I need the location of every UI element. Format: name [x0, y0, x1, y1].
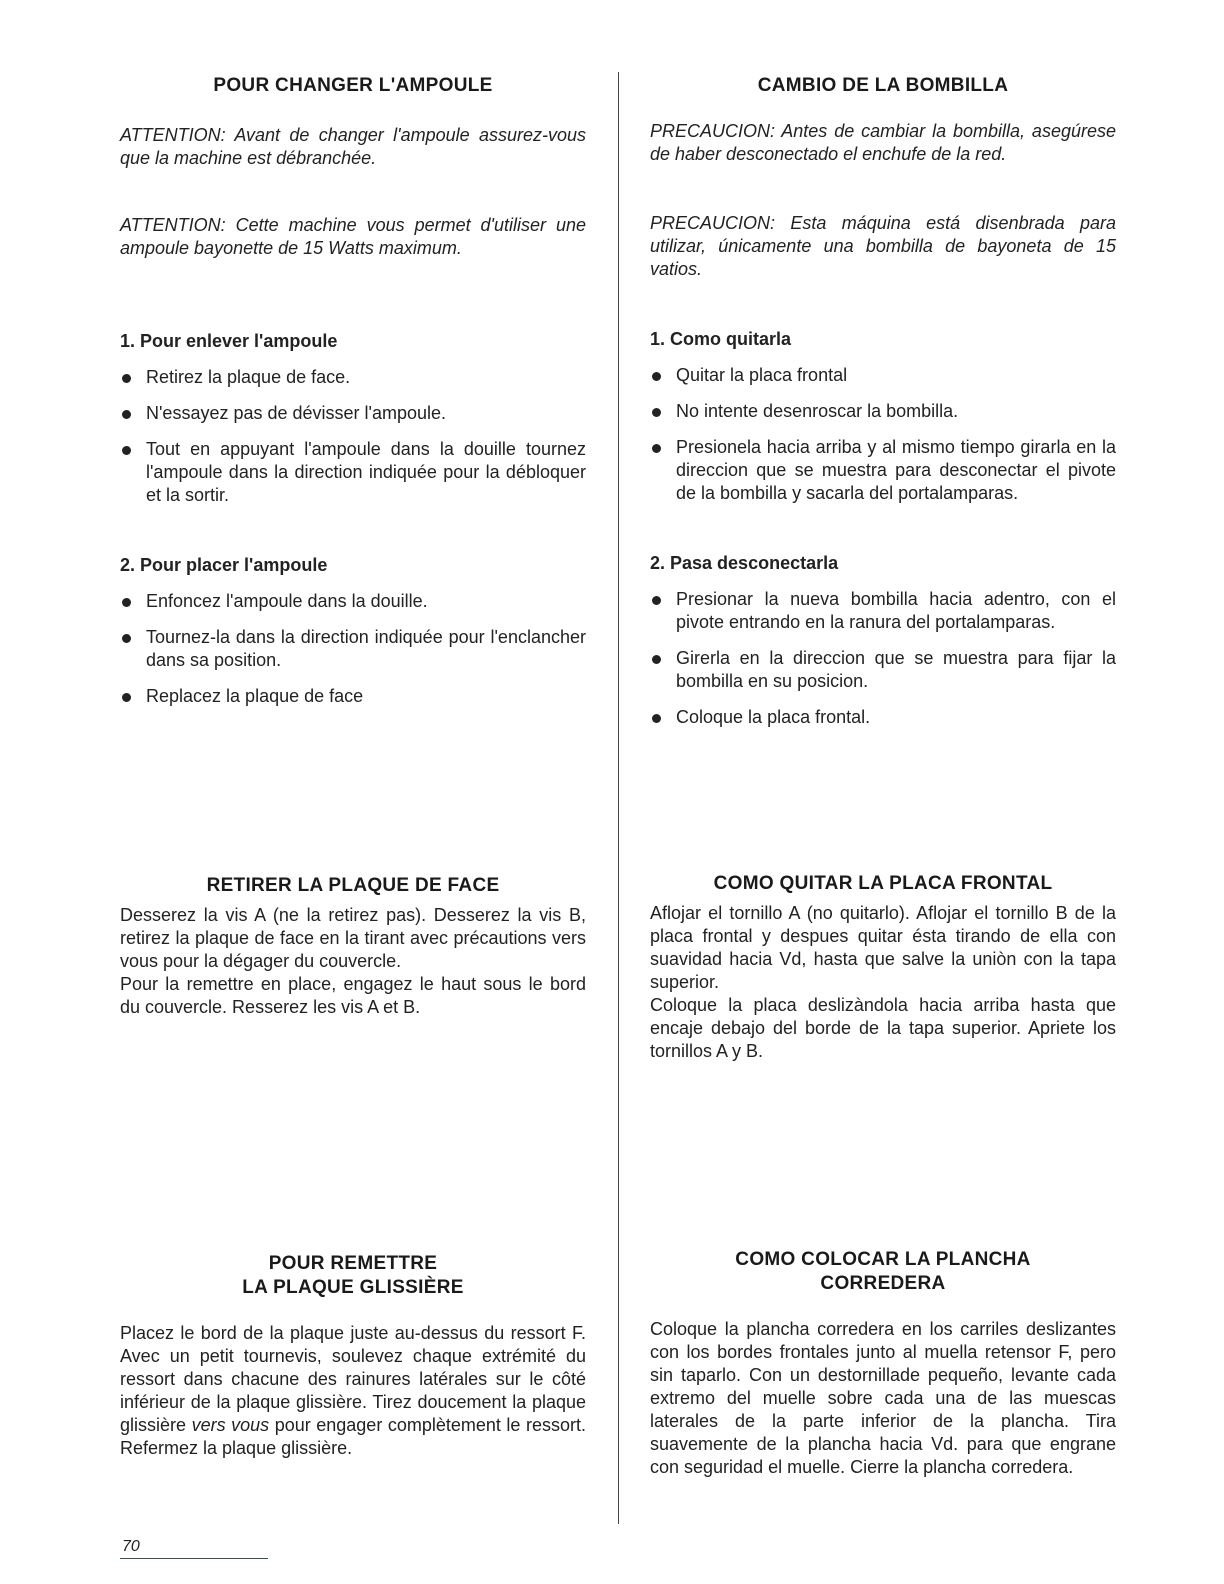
fr-remove-bulb — [120, 330, 586, 520]
es-subtitle-remove: 1. Como quitarla — [650, 329, 792, 349]
es-slide-plate-text: Coloque la plancha corredera en los carriles deslizantes con los bordes frontales junto al muella retensor F, pero sin taparlo. Con un destornillade pequeño, levante cada extremo del muelle sobre cada una de las muescas laterales de la parte inferior de la plancha. Tira suavemente de la plancha hacia Vd. para que engrane con seguridad el muelle. Cierre la plancha corredera. — [650, 1319, 1116, 1477]
bullet-icon — [122, 446, 131, 455]
fr-faceplate-replace-text: Pour la remettre en place, engagez le haut sous le bord du couvercle. Resserez les vis A et B. — [120, 974, 586, 1017]
fr-list-place — [120, 590, 586, 708]
bullet-icon — [652, 596, 661, 605]
es-faceplate-replace-text: Coloque la placa deslizàndola hacia arriba hasta que encaje debajo del borde de la tapa superior. Apriete los tornillos A y B. — [650, 995, 1116, 1061]
fr-section-change-bulb — [120, 74, 586, 98]
es-place-bulb — [650, 552, 1116, 742]
fr-subtitle-remove: 1. Pour enlever l'ampoule — [120, 331, 338, 351]
es-title-slide-plate-1: COMO COLOCAR LA PLANCHA — [735, 1249, 1031, 1270]
bullet-icon — [652, 372, 661, 381]
es-precaucion-wattage: PRECAUCION: Esta máquina está disenbrada para utilizar, únicamente una bombilla de bayoneta de 15 vatios. — [650, 213, 1116, 279]
list-item: Presionar la nueva bombilla hacia adentro, con el pivote entrando en la ranura del portalamparas. — [650, 588, 1116, 634]
bullet-icon — [652, 408, 661, 417]
es-precaucion-unplug: PRECAUCION: Antes de cambiar la bombilla, asegúrese de haber desconectado el enchufe de la red. — [650, 121, 1116, 164]
bullet-icon — [652, 444, 661, 453]
list-item: Coloque la placa frontal. — [650, 706, 1116, 729]
fr-faceplate-remove-text: Desserez la vis A (ne la retirez pas). Desserez la vis B, retirez la plaque de face en la tirant avec précautions vers vous pour la dégager du couvercle. — [120, 905, 586, 971]
bullet-icon — [122, 410, 131, 419]
bullet-icon — [122, 374, 131, 383]
es-section-slide-plate — [650, 1248, 1116, 1479]
fr-subtitle-place: 2. Pour placer l'ampoule — [120, 555, 328, 575]
list-item: No intente desenroscar la bombilla. — [650, 400, 1116, 423]
list-item: N'essayez pas de dévisser l'ampoule. — [120, 402, 586, 425]
page-number: 70 — [122, 1538, 140, 1555]
es-title-change-bulb: CAMBIO DE LA BOMBILLA — [757, 75, 1009, 96]
es-list-place — [650, 588, 1116, 729]
fr-title-slide-plate-1: POUR REMETTRE — [268, 1253, 438, 1274]
list-item: Enfoncez l'ampoule dans la douille. — [120, 590, 586, 613]
es-title-faceplate: COMO QUITAR LA PLACA FRONTAL — [713, 873, 1053, 894]
list-item: Tout en appuyant l'ampoule dans la douille tournez l'ampoule dans la direction indiquée pour la débloquer et la sortir. — [120, 438, 586, 507]
bullet-icon — [652, 655, 661, 664]
fr-section-faceplate — [120, 874, 586, 1019]
es-faceplate-remove-text: Aflojar el tornillo A (no quitarlo). Aflojar el tornillo B de la placa frontal y despues quitar ésta tirando de ella con suavidad hacia Vd, hasta que salve la uniòn con la tapa superior. — [650, 903, 1116, 992]
fr-place-bulb — [120, 554, 586, 721]
bullet-icon — [122, 693, 131, 702]
footer-rule — [120, 1558, 268, 1559]
es-section-change-bulb — [650, 74, 1116, 98]
fr-title-slide-plate-2: LA PLAQUE GLISSIÈRE — [242, 1277, 464, 1298]
es-section-faceplate — [650, 872, 1116, 1063]
list-item: Retirez la plaque de face. — [120, 366, 586, 389]
list-item: Replacez la plaque de face — [120, 685, 586, 708]
bullet-icon — [652, 714, 661, 723]
list-item: Girerla en la direccion que se muestra para fijar la bombilla en su posicion. — [650, 647, 1116, 693]
fr-title-faceplate: RETIRER LA PLAQUE DE FACE — [206, 875, 500, 896]
es-subtitle-place: 2. Pasa desconectarla — [650, 553, 839, 573]
fr-list-remove — [120, 366, 586, 507]
es-remove-bulb — [650, 328, 1116, 518]
fr-title-change-bulb: POUR CHANGER L'AMPOULE — [213, 75, 493, 96]
es-title-slide-plate-2: CORREDERA — [820, 1273, 946, 1294]
es-list-remove — [650, 364, 1116, 505]
fr-section-slide-plate — [120, 1252, 586, 1460]
list-item: Quitar la placa frontal — [650, 364, 1116, 387]
fr-attention-wattage: ATTENTION: Cette machine vous permet d'utiliser une ampoule bayonette de 15 Watts maximum. — [120, 215, 586, 258]
fr-attention-unplug: ATTENTION: Avant de changer l'ampoule assurez-vous que la machine est débranchée. — [120, 125, 586, 168]
list-item: Tournez-la dans la direction indiquée pour l'enclancher dans sa position. — [120, 626, 586, 672]
bullet-icon — [122, 598, 131, 607]
bullet-icon — [122, 634, 131, 643]
fr-slide-plate-text: Placez le bord de la plaque juste au-dessus du ressort F. Avec un petit tournevis, soulevez chaque extrémité du ressort dans chacune des rainures latérales sur le côté inférieur de la plaque glissière. Tirez doucement la plaque glissière vers vous pour engager complètement le ressort. Refermez la plaque glissière. — [120, 1323, 586, 1458]
list-item: Presionela hacia arriba y al mismo tiempo girarla en la direccion que se muestra para desconectar el pivote de la bombilla y sacarla del portalamparas. — [650, 436, 1116, 505]
column-divider — [618, 72, 619, 1524]
